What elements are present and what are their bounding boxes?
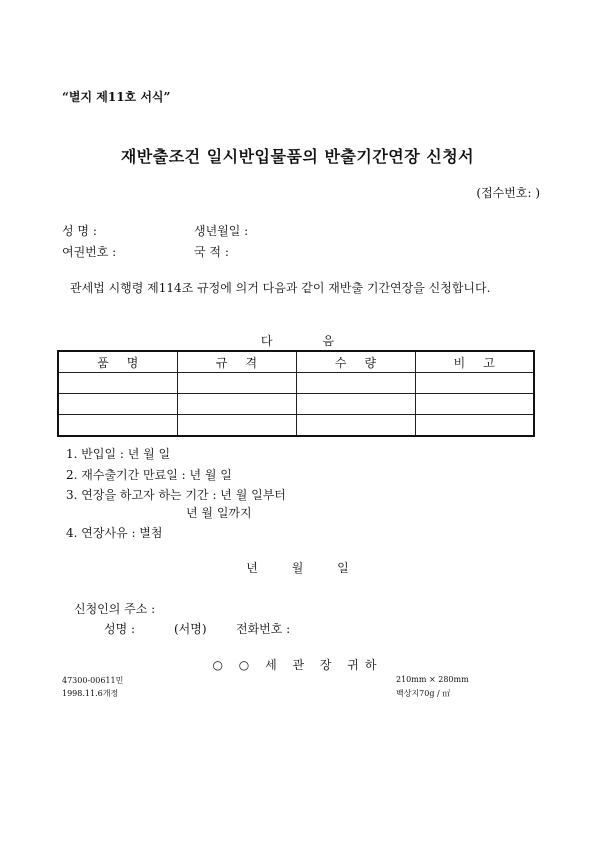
paper-size: 210mm × 280mm (396, 675, 469, 684)
table-cell[interactable] (296, 373, 415, 394)
extension-period-end: 년 월 일까지 (186, 506, 252, 520)
table-row (58, 415, 534, 437)
table-cell[interactable] (177, 415, 296, 437)
table-header-row (58, 351, 534, 373)
table-cell[interactable] (58, 373, 177, 394)
application-statement: 관세법 시행령 제114조 규정에 의거 다음과 같이 재반출 기간연장을 신청합니다. (70, 281, 491, 295)
paper-weight: 백상지70g / ㎡ (396, 689, 451, 698)
table-cell[interactable] (177, 394, 296, 415)
table-row (58, 394, 534, 415)
extension-reason: 4. 연장사유 : 별첨 (66, 526, 163, 540)
table-cell[interactable] (415, 415, 534, 437)
table-row (58, 373, 534, 394)
revision-date: 1998.11.6개정 (62, 689, 119, 698)
table-cell[interactable] (58, 394, 177, 415)
applicant-name-label: 성명 : (104, 622, 136, 636)
import-date: 1. 반입일 : 년 월 일 (66, 447, 171, 461)
items-table (57, 350, 535, 437)
application-date: 년 월 일 (246, 561, 349, 575)
receipt-number: (접수번호: ) (476, 186, 540, 200)
extension-period-start: 3. 연장을 하고자 하는 기간 : 년 월 일부터 (66, 488, 286, 502)
nationality-label: 국 적 : (194, 245, 229, 259)
passport-label: 여권번호 : (62, 245, 117, 259)
next-heading: 다음 (260, 334, 385, 348)
table-cell[interactable] (296, 394, 415, 415)
column-header: 수량 (296, 351, 415, 373)
column-header: 비고 (415, 351, 534, 373)
reexport-expiry-date: 2. 재수출기간 만료일 : 년 월 일 (66, 468, 232, 482)
table-cell[interactable] (296, 415, 415, 437)
column-header: 품명 (58, 351, 177, 373)
form-reference: “별지 제11호 서식” (62, 90, 171, 104)
signature-label: (서명) (174, 622, 207, 636)
document-title: 재반출조건 일시반입물품의 반출기간연장 신청서 (120, 147, 475, 166)
applicant-address-label: 신청인의 주소 : (74, 602, 156, 616)
table-cell[interactable] (415, 373, 534, 394)
birth-date-label: 생년월일 : (194, 224, 249, 238)
form-number: 47300-00611민 (62, 676, 124, 685)
table-cell[interactable] (415, 394, 534, 415)
phone-label: 전화번호 : (236, 622, 291, 636)
table-cell[interactable] (58, 415, 177, 437)
column-header: 규격 (177, 351, 296, 373)
table-cell[interactable] (177, 373, 296, 394)
addressee-office: ○ ○ 세 관 장 귀하 (212, 658, 383, 672)
name-label: 성 명 : (62, 224, 97, 238)
